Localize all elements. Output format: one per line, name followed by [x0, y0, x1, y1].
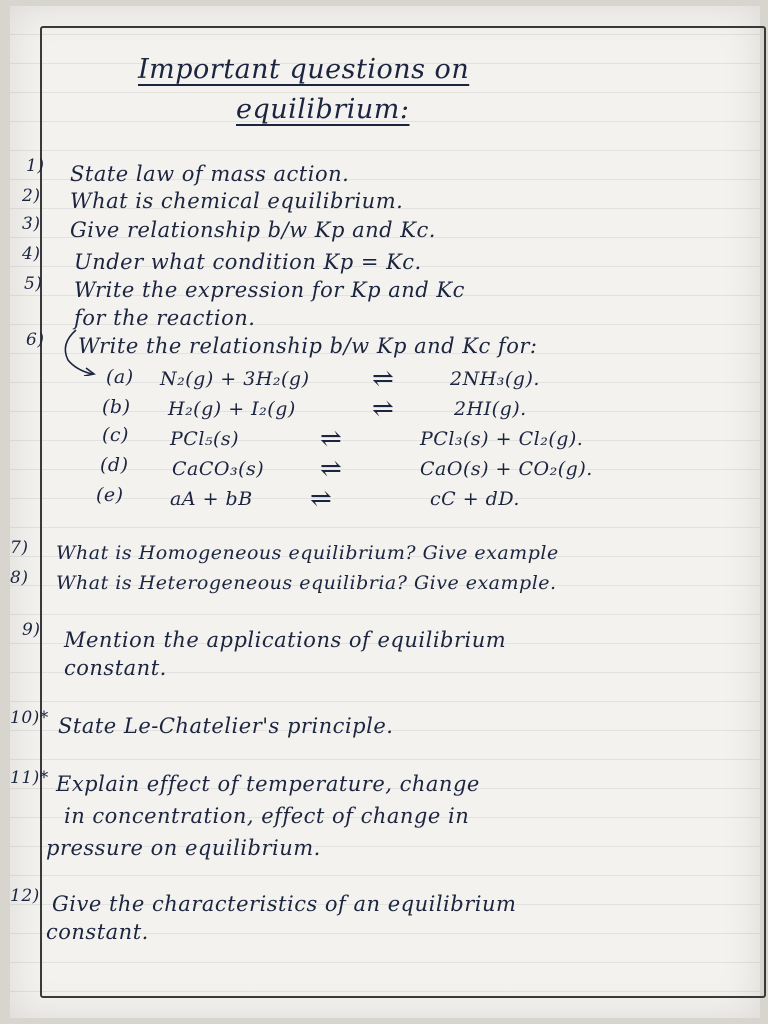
reaction-a-arrow: ⇌: [372, 364, 395, 394]
reaction-d-right: CaO(s) + CO₂(g).: [420, 458, 593, 480]
reaction-c-left: PCl₅(s): [170, 428, 240, 450]
reaction-a-right: 2NH₃(g).: [450, 368, 540, 390]
reaction-e-left: aA + bB: [170, 488, 253, 510]
question-1-number: 1): [26, 156, 45, 176]
question-10-number: 10)*: [10, 708, 49, 728]
reaction-d-left: CaCO₃(s): [172, 458, 265, 480]
question-7-number: 7): [10, 538, 29, 558]
reaction-e-label: (e): [96, 484, 124, 506]
question-10-text: State Le-Chatelier's principle.: [58, 714, 394, 738]
reaction-d-label: (d): [100, 454, 129, 476]
reaction-c-arrow: ⇌: [320, 424, 343, 454]
question-3-text: Give relationship b/w Kp and Kc.: [70, 218, 436, 242]
question-6-text: Write the relationship b/w Kp and Kc for:: [78, 334, 538, 358]
question-12-number: 12): [10, 886, 40, 906]
question-12-text: Give the characteristics of an equilibrium: [52, 892, 517, 916]
question-2-number: 2): [22, 186, 41, 206]
title-line-1: Important questions on: [138, 54, 470, 85]
reaction-b-left: H₂(g) + I₂(g): [168, 398, 296, 420]
question-4-text: Under what condition Kp = Kc.: [74, 250, 422, 274]
question-3-number: 3): [22, 214, 41, 234]
question-2-text: What is chemical equilibrium.: [70, 189, 404, 213]
question-6-number: 6): [26, 330, 45, 350]
reaction-e-right: cC + dD.: [430, 488, 520, 510]
reaction-b-right: 2HI(g).: [454, 398, 527, 420]
reaction-a-left: N₂(g) + 3H₂(g): [160, 368, 310, 390]
question-9-number: 9): [22, 620, 41, 640]
question-11-text-cont: in concentration, effect of change in: [64, 804, 470, 828]
question-9-text-cont: constant.: [64, 656, 167, 680]
question-7-text: What is Homogeneous equilibrium? Give example: [56, 542, 559, 564]
question-4-number: 4): [22, 244, 41, 264]
reaction-c-right: PCl₃(s) + Cl₂(g).: [420, 428, 584, 450]
question-5-text: Write the expression for Kp and Kc: [74, 278, 465, 302]
notebook-page: [10, 6, 760, 1018]
question-12-text-cont: constant.: [46, 920, 149, 944]
question-8-number: 8): [10, 568, 29, 588]
reaction-e-arrow: ⇌: [310, 484, 333, 514]
question-5-text-cont: for the reaction.: [74, 306, 256, 330]
reaction-b-label: (b): [102, 396, 131, 418]
question-11-number: 11)*: [10, 768, 49, 788]
question-5-number: 5): [24, 274, 43, 294]
reaction-b-arrow: ⇌: [372, 394, 395, 424]
title-line-2: equilibrium:: [236, 94, 410, 125]
question-11-text-cont-2: pressure on equilibrium.: [46, 836, 321, 860]
bracket-arrow-icon: [50, 326, 110, 376]
question-1-text: State law of mass action.: [70, 162, 350, 186]
reaction-a-label: (a): [106, 366, 134, 388]
question-11-text: Explain effect of temperature, change: [56, 772, 480, 796]
question-9-text: Mention the applications of equilibrium: [64, 628, 507, 652]
question-8-text: What is Heterogeneous equilibria? Give example.: [56, 572, 557, 594]
reaction-c-label: (c): [102, 424, 129, 446]
reaction-d-arrow: ⇌: [320, 454, 343, 484]
